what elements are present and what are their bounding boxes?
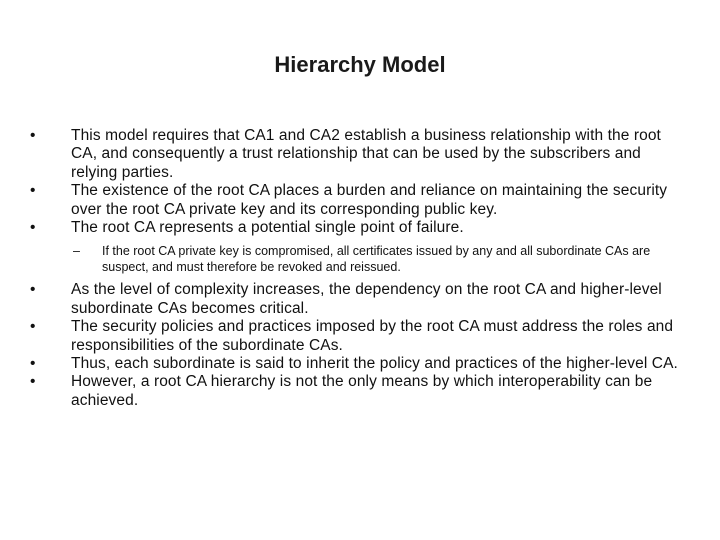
- bullet-item: [30, 318, 690, 355]
- bullet-item: [30, 355, 690, 373]
- bullet-marker: •: [30, 355, 36, 373]
- bullet-text: The security policies and practices imposed by the root CA must address the roles and responsibilities of the subordinate CAs.: [71, 318, 674, 354]
- bullet-item: [30, 373, 690, 410]
- sub-bullet-text: If the root CA private key is compromised, all certificates issued by any and all subordinate CAs are suspect, and must therefore be revoked and reissued.: [102, 244, 651, 274]
- bullet-marker: •: [30, 318, 36, 336]
- bullet-marker: •: [30, 219, 36, 237]
- bullet-marker: •: [30, 373, 36, 391]
- slide-body: [30, 127, 690, 410]
- bullet-text: This model requires that CA1 and CA2 establish a business relationship with the root CA, and consequently a trust relationship that can be used by the subscribers and relying parties.: [71, 127, 661, 181]
- bullet-marker: •: [30, 127, 36, 144]
- bullet-item: [30, 219, 690, 237]
- bullet-item: [30, 281, 690, 318]
- sub-bullet-marker: –: [73, 244, 80, 259]
- bullet-text: As the level of complexity increases, the dependency on the root CA and higher‑level subordinate CAs becomes critical.: [71, 281, 662, 317]
- bullet-text: Thus, each subordinate is said to inherit the policy and practices of the higher-level CA.: [71, 355, 678, 373]
- slide-title: Hierarchy Model: [274, 52, 446, 77]
- bullet-item: [30, 127, 690, 182]
- bullet-item: [30, 182, 690, 219]
- bullet-text: However, a root CA hierarchy is not the only means by which interoperability can be achieved.: [71, 373, 653, 409]
- bullet-text: The existence of the root CA places a burden and reliance on maintaining the security over the root CA private key and its corresponding public key.: [71, 182, 668, 218]
- bullet-marker: •: [30, 182, 36, 200]
- sub-bullet-item: [30, 244, 690, 275]
- bullet-marker: •: [30, 281, 36, 299]
- bullet-text: The root CA represents a potential single point of failure.: [71, 219, 464, 237]
